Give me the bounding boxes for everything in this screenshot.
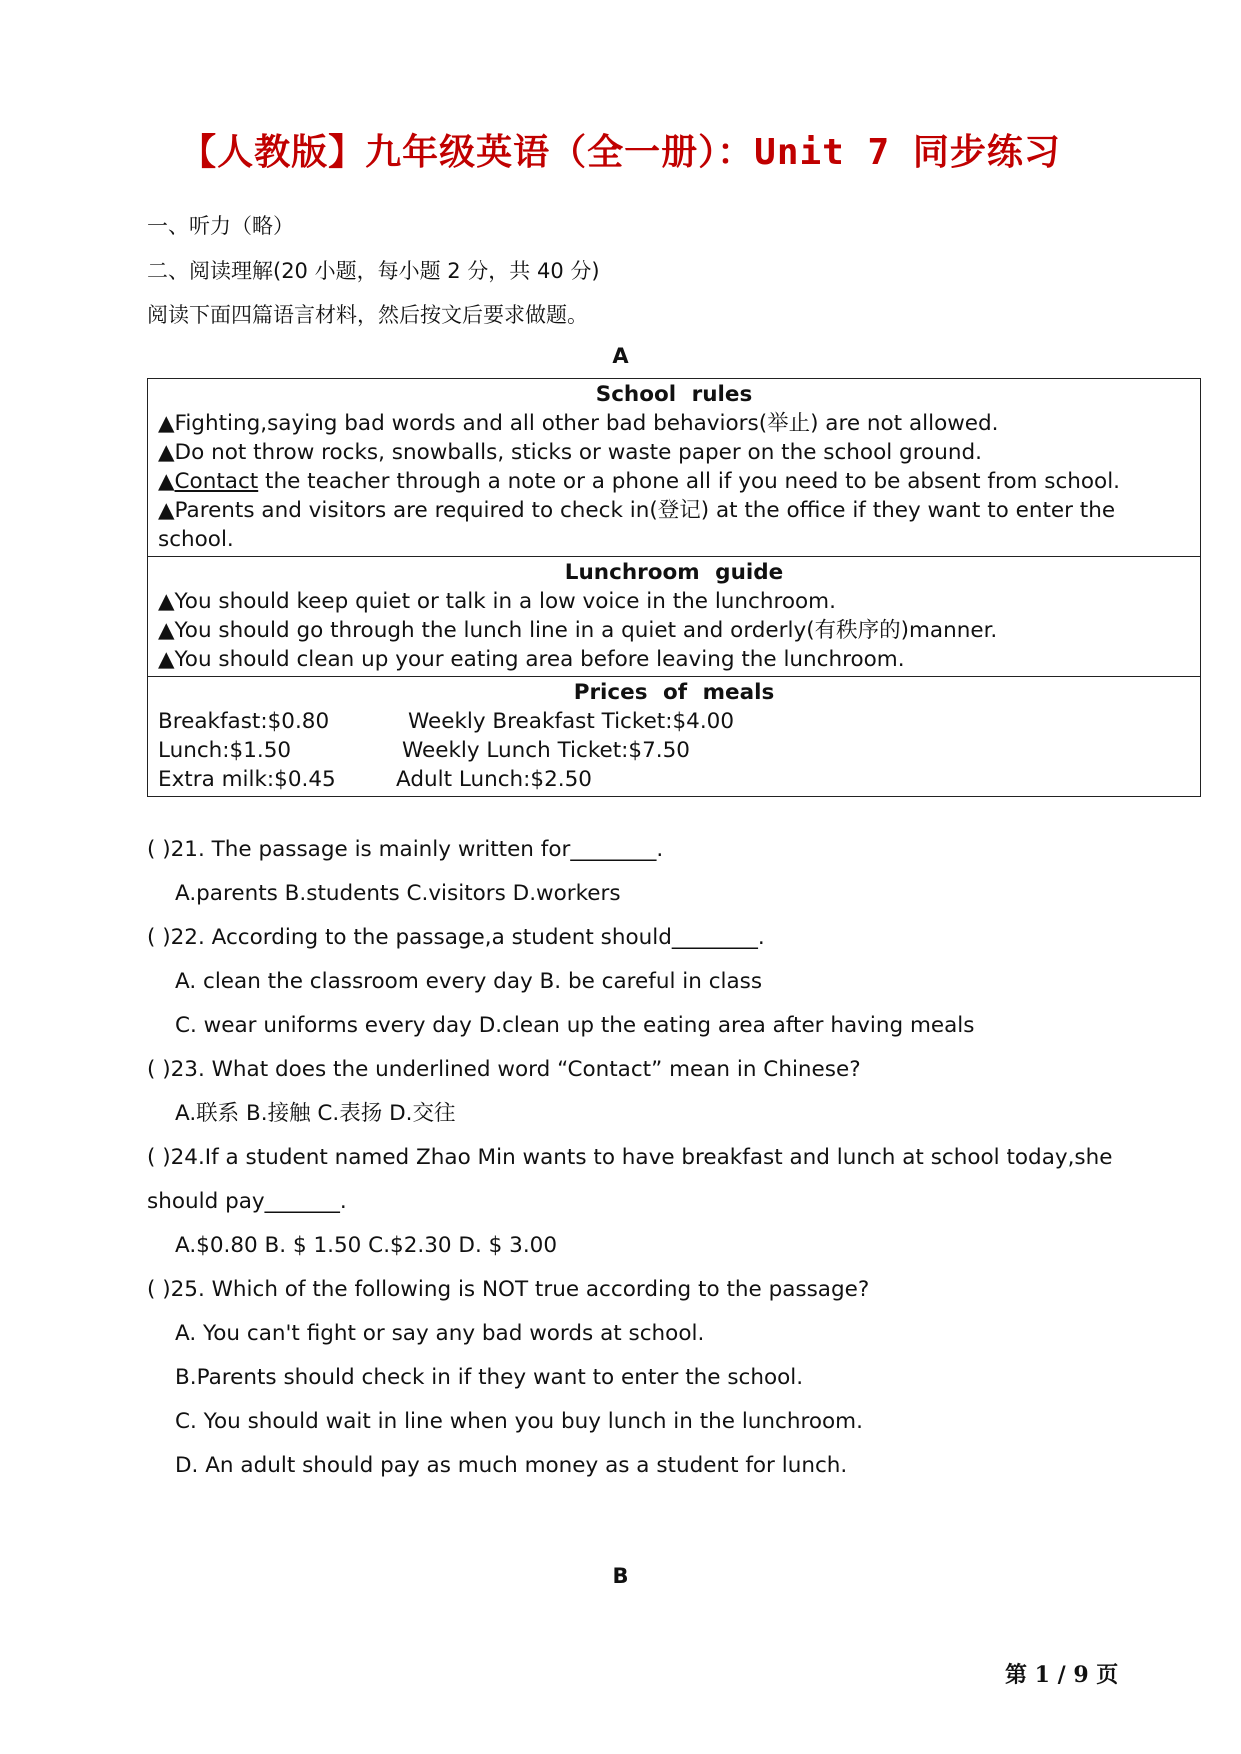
passage-a-table [147, 378, 1201, 797]
question-25: ( )25. Which of the following is NOT true according to the passage? [147, 1277, 870, 1302]
price-item: Extra milk:$0.45 [158, 767, 336, 792]
guide-line: ▲You should clean up your eating area before leaving the lunchroom. [158, 647, 905, 672]
underlined-word-contact: Contact [174, 469, 259, 494]
question-24-options: A.$0.80 B. $ 1.50 C.$2.30 D. $ 3.00 [175, 1233, 558, 1258]
question-24-continued: should pay_______. [147, 1189, 347, 1214]
question-23-options: A.联系 B.接触 C.表扬 D.交往 [175, 1101, 456, 1126]
rule-bullet: ▲ [158, 469, 175, 494]
question-21: ( )21. The passage is mainly written for________. [147, 837, 664, 862]
price-item: Breakfast:$0.80 [158, 709, 330, 734]
rule-line: ▲Fighting,saying bad words and all other bad behaviors(举止) are not allowed. [158, 411, 999, 436]
price-row [158, 736, 1190, 765]
question-22-options: C. wear uniforms every day D.clean up the eating area after having meals [175, 1013, 975, 1038]
question-25-option-d: D. An adult should pay as much money as a student for lunch. [175, 1453, 848, 1478]
rule-line-continued: school. [158, 527, 234, 552]
lunchroom-guide-title: Lunchroom guide [564, 560, 784, 585]
school-rules-block [148, 379, 1200, 557]
question-24: ( )24.If a student named Zhao Min wants to have breakfast and lunch at school today,she [147, 1145, 1113, 1170]
section-reading: 二、阅读理解(20 小题，每小题 2 分，共 40 分) [147, 259, 600, 283]
page-number: 第 1 / 9 页 [1005, 1662, 1119, 1688]
question-21-options: A.parents B.students C.visitors D.workers [175, 881, 621, 906]
price-item: Adult Lunch:$2.50 [396, 767, 592, 792]
guide-line: ▲You should go through the lunch line in a quiet and orderly(有秩序的)manner. [158, 618, 998, 643]
passage-b-label: B [612, 1564, 629, 1588]
guide-line: ▲You should keep quiet or talk in a low voice in the lunchroom. [158, 589, 836, 614]
rule-line-contact [158, 467, 1190, 496]
rule-text: the teacher through a note or a phone all if you need to be absent from school. [258, 469, 1121, 494]
question-25-option-a: A. You can't fight or say any bad words at school. [175, 1321, 705, 1346]
reading-instruction: 阅读下面四篇语言材料，然后按文后要求做题。 [147, 303, 588, 327]
price-item: Lunch:$1.50 [158, 738, 292, 763]
question-22-options: A. clean the classroom every day B. be careful in class [175, 969, 763, 994]
price-item: Weekly Lunch Ticket:$7.50 [402, 738, 690, 763]
passage-a-label: A [612, 344, 629, 368]
question-22: ( )22. According to the passage,a student should________. [147, 925, 765, 950]
school-rules-title: School rules [595, 382, 753, 407]
prices-title: Prices of meals [573, 680, 775, 705]
section-listening: 一、听力（略） [147, 214, 294, 238]
rule-line: ▲Do not throw rocks, snowballs, sticks or waste paper on the school ground. [158, 440, 982, 465]
question-25-option-b: B.Parents should check in if they want to enter the school. [175, 1365, 804, 1390]
question-25-option-c: C. You should wait in line when you buy lunch in the lunchroom. [175, 1409, 863, 1434]
price-item: Weekly Breakfast Ticket:$4.00 [408, 709, 735, 734]
question-23: ( )23. What does the underlined word “Contact” mean in Chinese? [147, 1057, 861, 1082]
price-row [158, 707, 1190, 736]
rule-line: ▲Parents and visitors are required to check in(登记) at the office if they want to enter the [158, 498, 1116, 523]
price-row [158, 765, 1190, 794]
lunchroom-guide-block [148, 557, 1200, 677]
prices-block [148, 677, 1200, 796]
document-title: 【人教版】九年级英语（全一册）：Unit 7 同步练习 [180, 132, 1061, 173]
